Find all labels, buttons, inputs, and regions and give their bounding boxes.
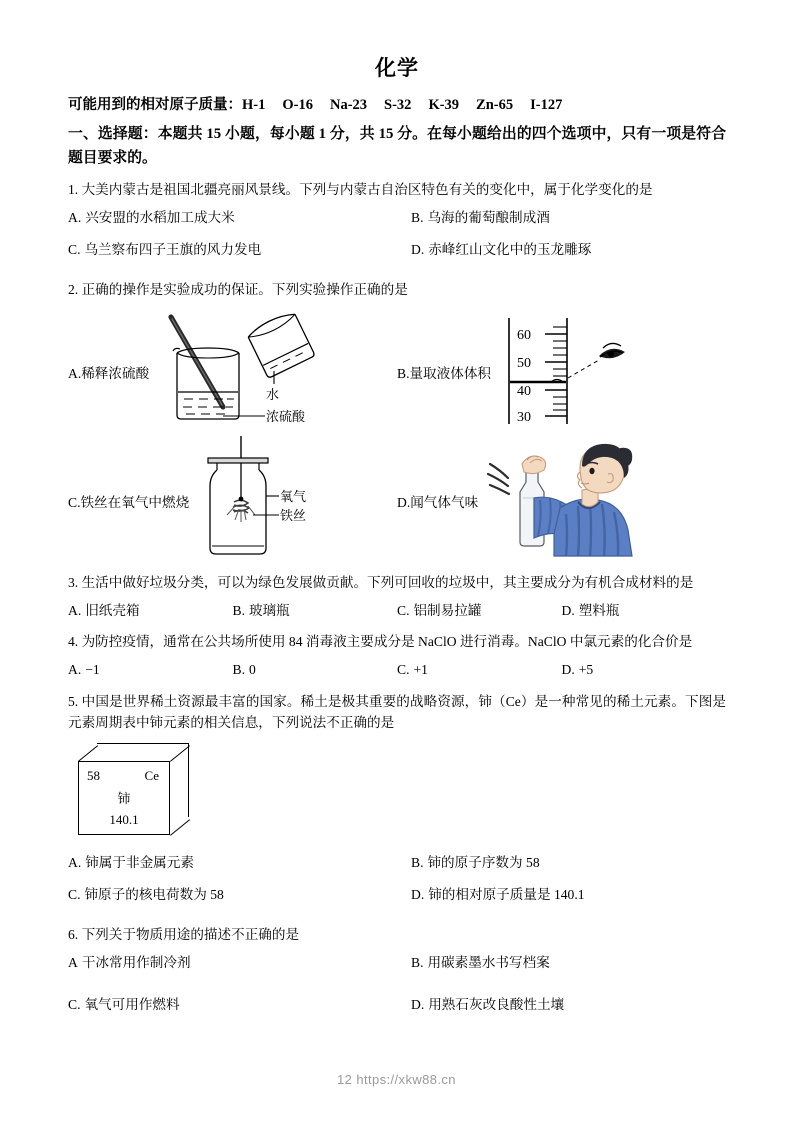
option-4-d-label: D. — [561, 662, 575, 678]
question-2-options — [68, 308, 726, 566]
cerium-symbol: Ce — [144, 767, 159, 783]
option-2-b[interactable] — [397, 308, 726, 436]
cerium-chinese-name: 铈 — [117, 791, 131, 807]
question-6-options — [68, 953, 726, 1028]
atomic-mass-zn: Zn-65 — [476, 97, 514, 114]
option-5-d[interactable] — [397, 885, 726, 905]
option-3-b[interactable] — [233, 601, 398, 621]
option-2-a[interactable] — [68, 308, 397, 436]
atomic-mass-i: I-127 — [530, 97, 563, 114]
option-4-b-label: B. — [232, 662, 245, 678]
option-1-b[interactable] — [397, 208, 726, 228]
option-4-c-label: C. — [397, 662, 410, 678]
option-3-b-label: B. — [232, 602, 245, 618]
question-3-stem: 3. 生活中做好垃圾分类，可以为绿色发展做贡献。下列可回收的垃圾中，其主要成分为有机合成材料的是 — [68, 574, 694, 590]
option-5-c-text: 铈原子的核电荷数为 58 — [84, 887, 224, 903]
cube-edge-top-left — [78, 745, 98, 762]
option-2-c-caption-wrap — [68, 491, 193, 511]
option-1-a-label: A. — [68, 209, 82, 225]
question-4 — [68, 631, 726, 680]
option-1-c[interactable] — [68, 240, 397, 260]
option-4-a-text: −1 — [85, 662, 100, 678]
option-6-d[interactable] — [397, 995, 726, 1015]
option-3-d-label: D. — [561, 602, 575, 618]
question-6 — [68, 924, 726, 1028]
atomic-masses-label: 可能用到的相对原子质量： — [68, 97, 242, 114]
option-2-b-caption: 量取液体体积 — [409, 365, 492, 381]
option-1-d-label: D. — [411, 242, 425, 258]
option-3-b-text: 玻璃瓶 — [248, 602, 290, 618]
question-1-stem: 1. 大美内蒙古是祖国北疆亮丽风景线。下列与内蒙古自治区特色有关的变化中，属于化学变化的是 — [68, 181, 653, 197]
option-6-c[interactable] — [68, 995, 397, 1015]
option-1-b-label: B. — [411, 209, 424, 225]
option-6-d-text: 用熟石灰改良酸性土壤 — [428, 997, 565, 1013]
tick-label-60: 60 — [517, 327, 532, 343]
option-3-a[interactable] — [68, 601, 233, 621]
atomic-mass-h: H-1 — [242, 97, 266, 114]
option-3-a-label: A. — [68, 602, 82, 618]
eye-icon — [599, 343, 625, 358]
label-concentrated-sulfuric-acid: 浓硫酸 — [266, 410, 306, 426]
option-6-c-text: 氧气可用作燃料 — [84, 997, 180, 1013]
option-2-c[interactable] — [68, 436, 397, 566]
option-5-a-text: 铈属于非金属元素 — [85, 854, 194, 870]
label-iron-wire: 铁丝 — [280, 508, 307, 524]
gas-jar-iron-wire-diagram — [193, 436, 343, 566]
person-wafting-gas-illustration — [482, 438, 642, 563]
question-1 — [68, 179, 726, 273]
option-1-a-text: 兴安盟的水稻加工成大米 — [85, 209, 235, 225]
option-2-c-label: C. — [68, 494, 81, 510]
option-2-c-caption: 铁丝在氧气中燃烧 — [80, 494, 190, 510]
option-3-c[interactable] — [397, 601, 562, 621]
tick-label-30: 30 — [517, 409, 532, 425]
question-2 — [68, 279, 726, 566]
option-5-c[interactable] — [68, 885, 397, 905]
option-4-c-text: +1 — [413, 662, 428, 678]
option-1-a[interactable] — [68, 208, 397, 228]
option-2-b-label: B. — [397, 365, 410, 381]
section-instruction: 一、选择题：本题共 15 小题，每小题 1 分，共 15 分。在每小题给出的四个选项中，只有一项是符合题目要求的。 — [68, 125, 726, 166]
footer-watermark: 12 https://xkw88.cn — [337, 1072, 456, 1087]
question-4-options — [68, 660, 726, 680]
option-6-c-label: C. — [68, 997, 81, 1013]
option-1-b-text: 乌海的葡萄酿制成酒 — [427, 209, 550, 225]
option-5-d-label: D. — [411, 887, 425, 903]
tick-label-40: 40 — [517, 383, 532, 399]
option-3-a-text: 旧纸壳箱 — [85, 602, 140, 618]
option-2-a-caption: 稀释浓硫酸 — [81, 365, 150, 381]
cube-edge-top-back — [97, 743, 189, 744]
question-5-stem: 5. 中国是世界稀土资源最丰富的国家。稀土是极其重要的战略资源，铈（Ce）是一种常见的稀土元素。下图是元素周期表中铈元素的相关信息，下列说法不正确的是 — [68, 693, 726, 730]
page-content — [68, 56, 726, 1029]
option-1-c-label: C. — [68, 242, 81, 258]
option-6-b-label: B. — [411, 954, 424, 970]
option-6-b[interactable] — [397, 953, 726, 973]
page-title: 化学 — [375, 56, 419, 80]
option-4-c[interactable] — [397, 660, 562, 680]
option-4-a[interactable] — [68, 660, 233, 680]
option-6-a[interactable] — [68, 953, 397, 973]
option-6-a-text: 干冰常用作制冷剂 — [81, 954, 191, 970]
waving-hand — [522, 456, 546, 474]
cube-edge-right-back — [188, 743, 189, 817]
option-1-d-text: 赤峰红山文化中的玉龙雕琢 — [428, 242, 592, 258]
option-5-b-label: B. — [411, 854, 424, 870]
question-5 — [68, 691, 726, 918]
cube-edge-bottom-right — [170, 819, 190, 836]
cerium-relative-atomic-mass: 140.1 — [109, 811, 139, 827]
option-3-d[interactable] — [562, 601, 727, 621]
option-1-d[interactable] — [397, 240, 726, 260]
option-4-b-text: 0 — [248, 662, 256, 678]
atomic-masses-line — [68, 95, 726, 117]
cerium-element-box — [78, 743, 208, 839]
option-1-c-text: 乌兰察布四子王旗的风力发电 — [84, 242, 262, 258]
question-3 — [68, 572, 726, 621]
atomic-mass-s: S-32 — [384, 97, 412, 114]
option-2-d-caption-wrap — [397, 491, 482, 511]
option-3-c-text: 铝制易拉罐 — [413, 602, 482, 618]
question-3-options — [68, 601, 726, 621]
option-3-d-text: 塑料瓶 — [578, 602, 620, 618]
option-2-d-label: D. — [397, 494, 411, 510]
option-3-c-label: C. — [397, 602, 410, 618]
option-4-b[interactable] — [233, 660, 398, 680]
atomic-mass-o: O-16 — [282, 97, 313, 114]
question-6-stem: 6. 下列关于物质用途的描述不正确的是 — [68, 926, 300, 942]
option-2-a-caption-wrap — [68, 362, 153, 382]
option-5-c-label: C. — [68, 887, 81, 903]
option-5-a[interactable] — [68, 853, 397, 873]
option-5-b[interactable] — [397, 853, 726, 873]
option-4-d[interactable] — [562, 660, 727, 680]
tick-label-50: 50 — [517, 355, 532, 371]
question-2-stem: 2. 正确的操作是实验成功的保证。下列实验操作正确的是 — [68, 281, 408, 297]
option-4-a-label: A. — [68, 662, 82, 678]
option-5-d-text: 铈的相对原子质量是 140.1 — [428, 887, 585, 903]
option-5-b-text: 铈的原子序数为 58 — [427, 854, 540, 870]
cerium-box-face — [78, 761, 170, 835]
option-2-d[interactable] — [397, 436, 726, 566]
dilute-sulfuric-acid-diagram — [153, 309, 358, 434]
question-4-stem: 4. 为防控疫情，通常在公共场所使用 84 消毒液主要成分是 NaClO 进行消毒。NaClO 中氯元素的化合价是 — [68, 634, 693, 650]
option-2-a-label: A. — [68, 365, 82, 381]
option-6-b-text: 用碳素墨水书写档案 — [427, 954, 550, 970]
label-oxygen: 氧气 — [280, 489, 307, 505]
option-2-b-caption-wrap — [397, 362, 495, 382]
atomic-mass-na: Na-23 — [329, 97, 368, 114]
cerium-atomic-number: 58 — [87, 767, 100, 783]
question-1-options — [68, 208, 726, 273]
graduated-cylinder-diagram — [495, 312, 645, 432]
option-2-d-caption: 闻气体气味 — [410, 494, 479, 510]
question-5-options — [68, 853, 726, 918]
atomic-mass-k: K-39 — [428, 97, 460, 114]
label-water: 水 — [266, 388, 280, 404]
option-6-a-label: A — [68, 954, 78, 970]
option-5-a-label: A. — [68, 854, 82, 870]
option-6-d-label: D. — [411, 997, 425, 1013]
option-4-d-text: +5 — [578, 662, 594, 678]
